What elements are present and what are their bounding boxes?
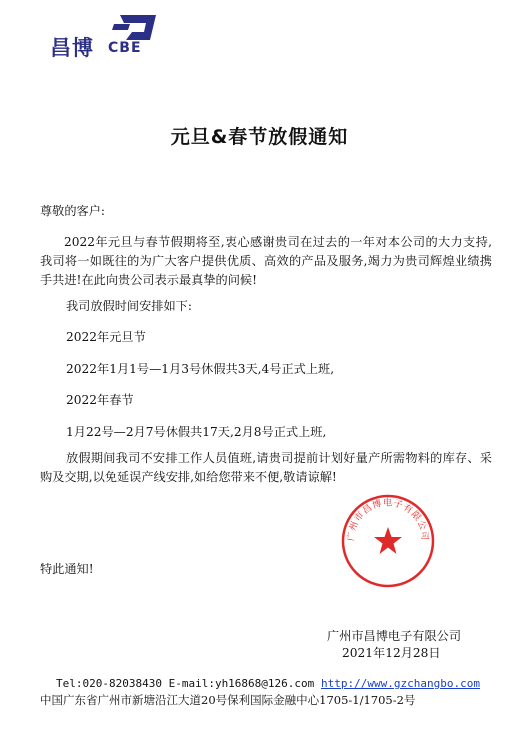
page-title: 元旦&春节放假通知 bbox=[170, 126, 349, 148]
footer-contact: Tel:020-82038430 E-mail:yh16868@126.com bbox=[56, 677, 315, 690]
holiday-name: 2022年春节 bbox=[66, 393, 134, 407]
seal-text: 广州市昌博电子有限公司 bbox=[346, 498, 430, 542]
company-name: 广州市昌博电子有限公司 bbox=[327, 629, 462, 643]
intro-paragraph: 2022年元旦与春节假期将至,衷心感谢贵司在过去的一年对本公司的大力支持,我司将一如既往的为广大客户提供优质、高效的产品及服务,竭力为贵司辉煌业绩携手共进!在此向贵公司表示最真挚的问候! bbox=[40, 235, 492, 287]
holiday-detail: 2022年1月1号—1月3号休假共3天,4号正式上班, bbox=[66, 362, 335, 376]
schedule-heading: 我司放假时间安排如下: bbox=[66, 299, 192, 313]
website-link[interactable]: http://www.gzchangbo.com bbox=[321, 677, 480, 690]
holiday-detail: 1月22号—2月7号休假共17天,2月8号正式上班, bbox=[66, 425, 327, 439]
logo-emblem-icon bbox=[112, 12, 158, 42]
company-logo bbox=[46, 10, 156, 62]
notice-date: 2021年12月28日 bbox=[342, 646, 441, 660]
closing-text: 特此通知! bbox=[40, 562, 94, 576]
logo-cn-text: 昌博 bbox=[50, 36, 94, 60]
holiday-name: 2022年元旦节 bbox=[66, 330, 146, 344]
greeting: 尊敬的客户: bbox=[40, 204, 106, 218]
notice-paragraph: 放假期间我司不安排工作人员值班,请贵司提前计划好量产所需物料的库存、采购及交期,以免延误产线安排,如给您带来不便,敬请谅解! bbox=[40, 451, 492, 484]
company-seal-icon bbox=[340, 493, 436, 589]
footer-address: 中国广东省广州市新塘沿江大道20号保利国际金融中心1705-1/1705-2号 bbox=[40, 693, 416, 707]
logo-en-text: CBE bbox=[108, 40, 142, 56]
